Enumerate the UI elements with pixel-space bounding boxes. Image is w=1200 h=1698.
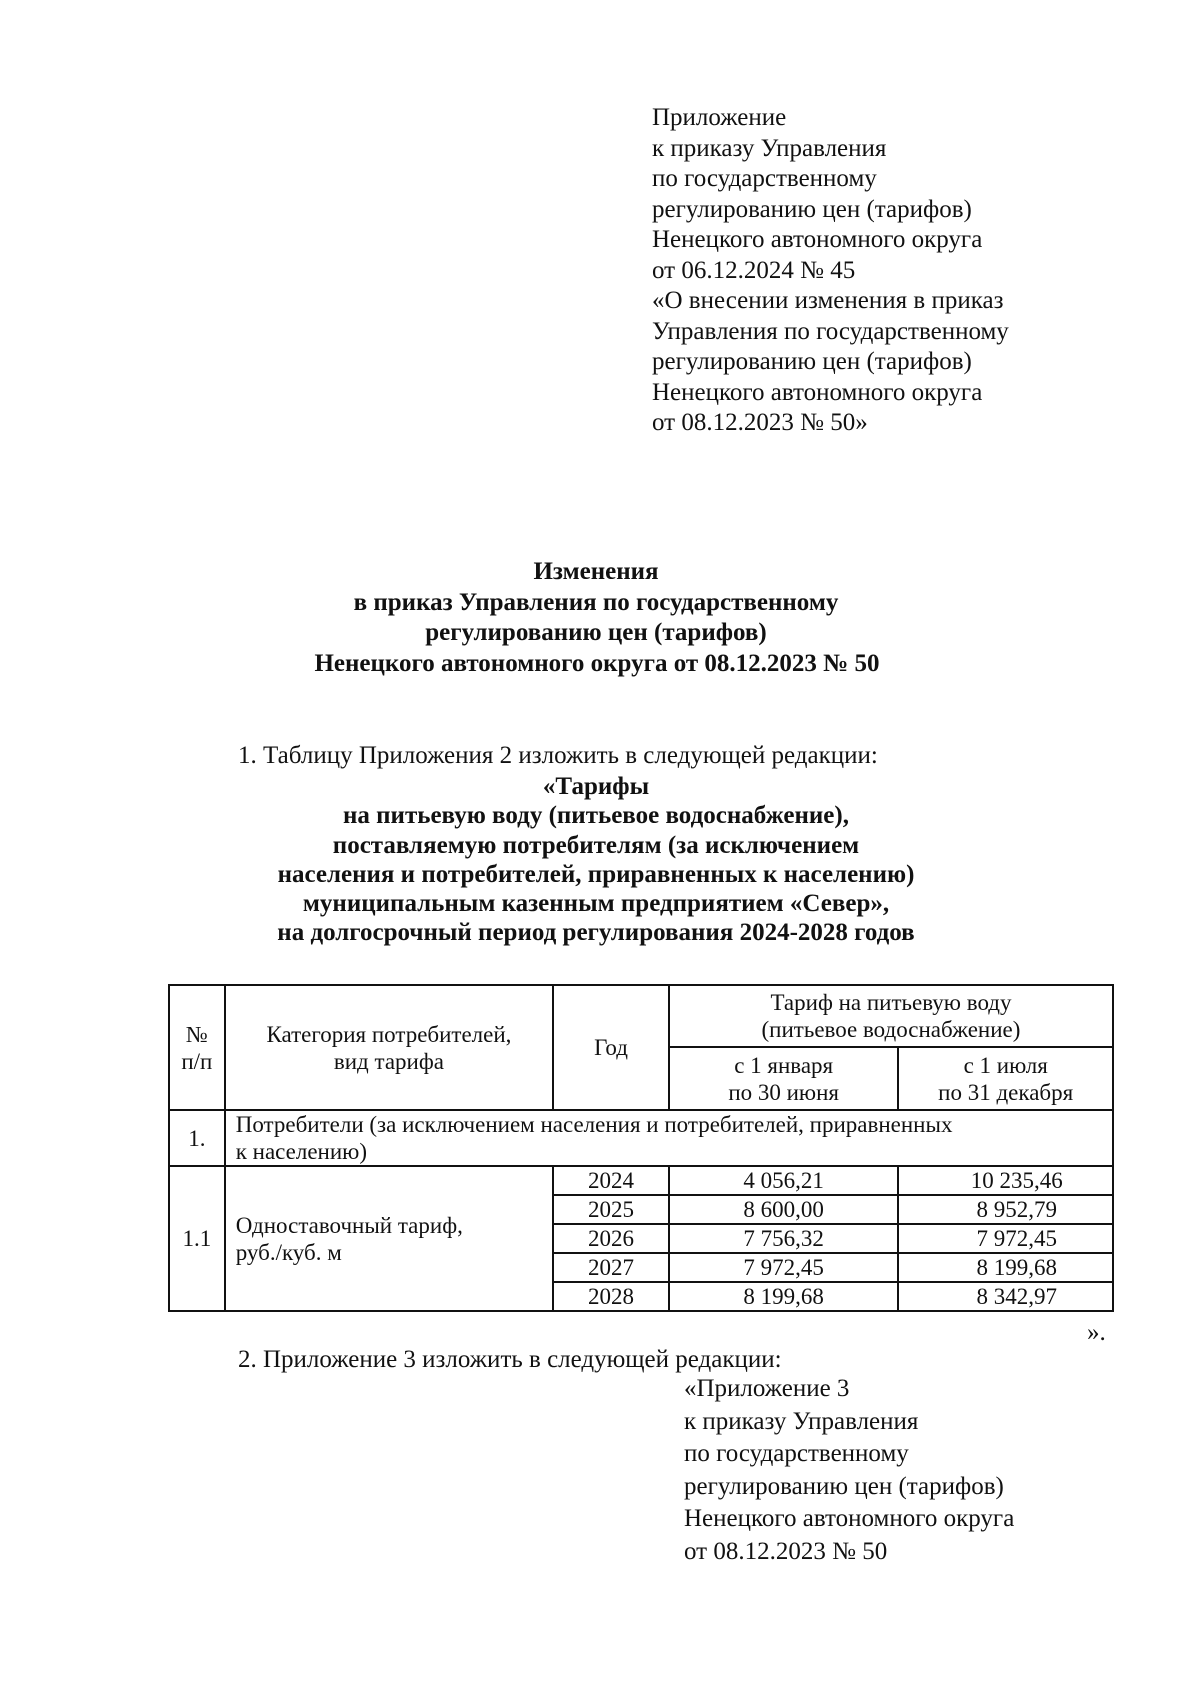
- tariff-title-line: поставляемую потребителям (за исключением: [332, 831, 860, 859]
- document-title-line: регулированию цен (тарифов): [425, 619, 767, 646]
- second-half-cell: 8 952,79: [898, 1195, 1113, 1224]
- subsection-text-line: руб./куб. м: [235, 1239, 342, 1265]
- document-title-line: в приказ Управления по государственному: [353, 588, 839, 616]
- tariff-table: [168, 984, 1114, 1312]
- second-half-cell: 7 972,45: [898, 1224, 1113, 1253]
- year-cell: 2026: [553, 1224, 669, 1253]
- subsection-number: 1.1: [169, 1166, 225, 1311]
- header-category-line: Категория потребителей,: [266, 1021, 512, 1047]
- header-second-half-line: с 1 июля: [963, 1052, 1048, 1078]
- appendix-header-line: регулированию цен (тарифов): [652, 348, 972, 375]
- appendix-header: [652, 103, 1009, 439]
- appendix-header-line: по государственному: [652, 165, 877, 192]
- appendix-3-header-line: регулированию цен (тарифов): [684, 1472, 1004, 1500]
- table-row: [169, 1166, 1113, 1195]
- appendix-header-line: Управления по государственному: [652, 317, 1009, 345]
- appendix-header-line: Ненецкого автономного округа: [652, 226, 983, 253]
- tariff-title-line: населения и потребителей, приравненных к населению): [277, 860, 915, 888]
- header-first-half: [669, 1047, 898, 1110]
- point-1-text: 1. Таблицу Приложения 2 изложить в следующей редакции:: [238, 742, 878, 769]
- appendix-header-line: к приказу Управления: [652, 134, 887, 162]
- document-title-line: Ненецкого автономного округа от 08.12.2023 № 50: [314, 649, 880, 677]
- appendix-header-line: регулированию цен (тарифов): [652, 195, 972, 223]
- header-tariff-line: (питьевое водоснабжение): [761, 1017, 1021, 1042]
- header-first-half-line: по 30 июня: [728, 1079, 839, 1105]
- second-half-cell: 8 199,68: [898, 1253, 1113, 1282]
- section-text: [225, 1110, 1113, 1166]
- header-tariff: [669, 985, 1113, 1047]
- header-year: Год: [553, 985, 669, 1110]
- year-cell: 2028: [553, 1282, 669, 1311]
- appendix-3-header-line: «Приложение 3: [684, 1375, 850, 1402]
- tariff-title: [0, 772, 1200, 948]
- tariff-title-line: муниципальным казенным предприятием «Север»,: [302, 890, 890, 918]
- first-half-cell: 7 756,32: [669, 1224, 898, 1253]
- appendix-header-line: от 06.12.2024 № 45: [652, 256, 856, 284]
- first-half-cell: 7 972,45: [669, 1253, 898, 1282]
- second-half-cell: 10 235,46: [898, 1166, 1113, 1195]
- appendix-3-header: [684, 1373, 1014, 1568]
- section-text-line: Потребители (за исключением населения и потребителей, приравненных: [235, 1112, 953, 1137]
- document-title: [0, 557, 1200, 679]
- closing-quote: ».: [1087, 1319, 1106, 1346]
- header-number-line: №: [185, 1021, 208, 1047]
- subsection-text-line: Одноставочный тариф,: [235, 1212, 463, 1238]
- tariff-title-line: «Тарифы: [542, 773, 650, 800]
- tariff-title-line: на долгосрочный период регулирования 2024-2028 годов: [277, 919, 915, 947]
- appendix-header-line: «О внесении изменения в приказ: [652, 287, 1004, 314]
- header-first-half-line: с 1 января: [734, 1052, 834, 1078]
- header-category: [225, 985, 553, 1110]
- document-title-line: Изменения: [533, 558, 659, 585]
- tariff-title-line: на питьевую воду (питьевое водоснабжение),: [343, 802, 849, 830]
- year-cell: 2024: [553, 1166, 669, 1195]
- appendix-header-line: Ненецкого автономного округа: [652, 378, 983, 406]
- appendix-3-header-line: к приказу Управления: [684, 1407, 919, 1435]
- appendix-3-header-line: от 08.12.2023 № 50: [684, 1537, 888, 1565]
- appendix-3-header-line: Ненецкого автономного округа: [684, 1505, 1015, 1532]
- section-text-line: к населению): [235, 1139, 368, 1164]
- header-category-line: вид тарифа: [333, 1048, 444, 1074]
- appendix-header-line: Приложение: [652, 104, 787, 131]
- appendix-3-header-line: по государственному: [684, 1440, 909, 1467]
- section-number: 1.: [169, 1110, 225, 1166]
- subsection-text: [225, 1166, 553, 1311]
- header-number: [169, 985, 225, 1110]
- header-second-half-line: по 31 декабря: [938, 1079, 1074, 1105]
- year-cell: 2027: [553, 1253, 669, 1282]
- year-cell: 2025: [553, 1195, 669, 1224]
- first-half-cell: 8 199,68: [669, 1282, 898, 1311]
- point-2-text: 2. Приложение 3 изложить в следующей редакции:: [238, 1346, 782, 1373]
- header-number-line: п/п: [181, 1048, 213, 1074]
- header-tariff-line: Тариф на питьевую воду: [770, 990, 1012, 1015]
- second-half-cell: 8 342,97: [898, 1282, 1113, 1311]
- first-half-cell: 8 600,00: [669, 1195, 898, 1224]
- first-half-cell: 4 056,21: [669, 1166, 898, 1195]
- appendix-header-line: от 08.12.2023 № 50»: [652, 409, 868, 436]
- header-second-half: [898, 1047, 1113, 1110]
